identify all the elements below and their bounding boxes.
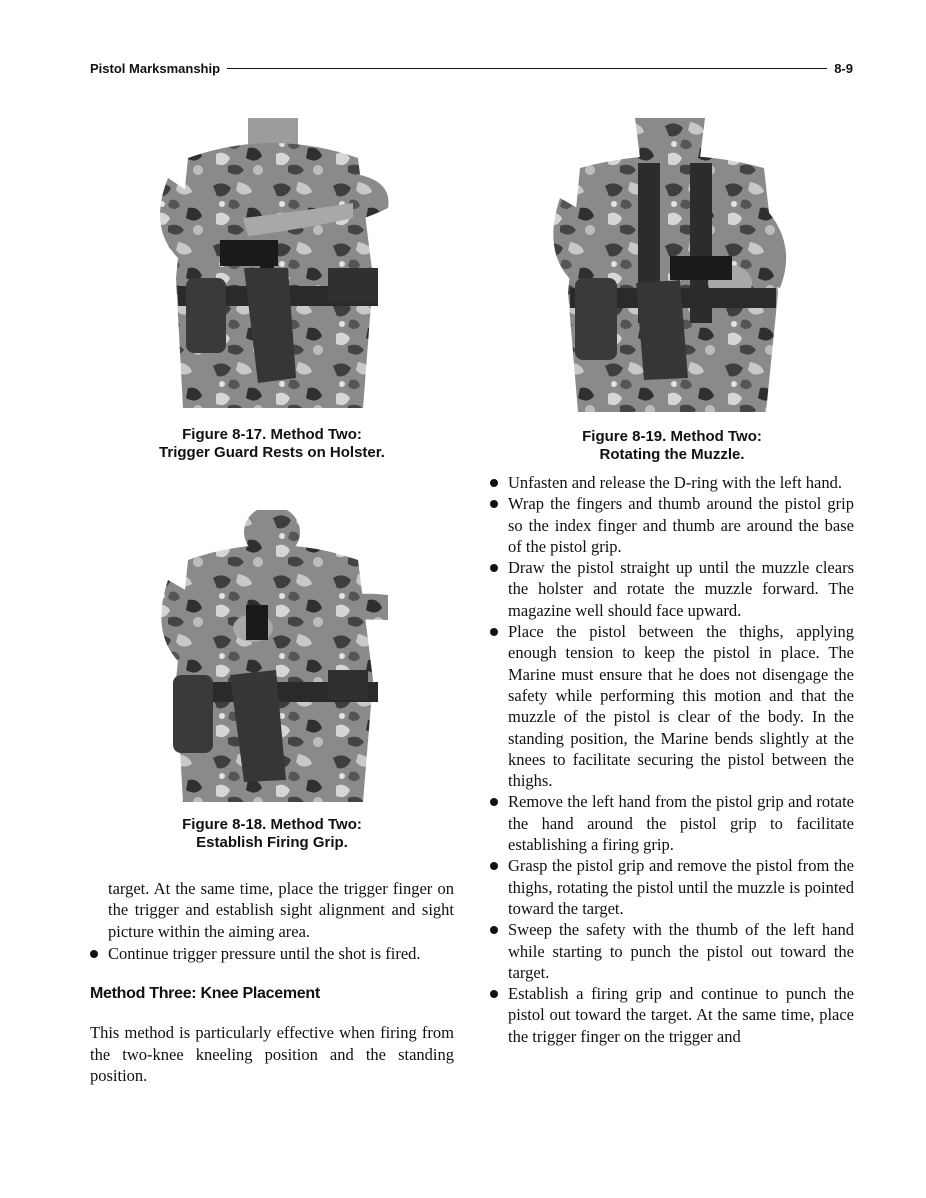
list-item bbox=[490, 557, 854, 621]
bullet-dot bbox=[490, 926, 498, 934]
bullet-text: Place the pistol between the thighs, applying enough tension to keep the pistol in place. The Marine must ensure that he does not disengage the safety while performing this motion and that the muzzle of the pistol is clear of the body. In the standing position, the Marine bends slightly at the knees to facilitate securing the pistol between the thighs. bbox=[508, 622, 854, 791]
section-heading: Method Three: Knee Placement bbox=[90, 985, 320, 1003]
bullet-dot bbox=[490, 628, 498, 636]
figure-8-18-caption-line2: Establish Firing Grip. bbox=[196, 834, 348, 851]
header-rule bbox=[227, 68, 827, 69]
figure-8-19-caption bbox=[510, 428, 834, 464]
bullet-dot bbox=[490, 564, 498, 572]
list-item bbox=[490, 919, 854, 983]
figure-8-17-photo bbox=[148, 118, 396, 408]
figure-8-17-caption bbox=[110, 426, 434, 462]
list-item bbox=[490, 493, 854, 557]
bullet-text: Wrap the fingers and thumb around the pistol grip so the index finger and thumb are around the base of the pistol grip. bbox=[508, 494, 854, 556]
list-item bbox=[490, 791, 854, 855]
continued-paragraph: target. At the same time, place the trigger finger on the trigger and establish sight alignment and sight picture within the aiming area. bbox=[108, 879, 454, 941]
bullet-text: Draw the pistol straight up until the muzzle clears the holster and rotate the muzzle forward. The magazine well should face upward. bbox=[508, 558, 854, 620]
bullet-text: Establish a firing grip and continue to punch the pistol out toward the target. At the same time, place the trigger finger on the trigger and bbox=[508, 984, 854, 1046]
bullet-dot bbox=[490, 479, 498, 487]
bullet-dot bbox=[490, 990, 498, 998]
figure-8-18-caption bbox=[110, 816, 434, 852]
running-header bbox=[90, 58, 853, 78]
figure-8-19-caption-line1: Figure 8-19. Method Two: bbox=[582, 428, 762, 445]
figure-8-19-photo bbox=[540, 118, 804, 412]
bullet-text: Grasp the pistol grip and remove the pistol from the thighs, rotating the pistol until the muzzle is pointed toward the target. bbox=[508, 856, 854, 918]
list-item bbox=[490, 983, 854, 1047]
bullet-dot bbox=[90, 950, 98, 958]
bullet-text: Continue trigger pressure until the shot is fired. bbox=[108, 943, 421, 963]
left-column-text bbox=[90, 878, 454, 1086]
figure-8-17-caption-line1: Figure 8-17. Method Two: bbox=[182, 426, 362, 443]
figure-8-18-photo bbox=[148, 510, 396, 802]
right-column-text bbox=[490, 472, 854, 1047]
bullet-text: Remove the left hand from the pistol grip and rotate the hand around the pistol grip to facilitate establishing a firing grip. bbox=[508, 792, 854, 855]
page-number: 8-9 bbox=[834, 60, 853, 76]
bullet-text: Unfasten and release the D-ring with the left hand. bbox=[508, 473, 843, 492]
figure-8-17-caption-line2: Trigger Guard Rests on Holster. bbox=[159, 444, 385, 461]
list-item bbox=[490, 621, 854, 791]
list-item bbox=[90, 943, 454, 964]
figure-8-19-caption-line2: Rotating the Muzzle. bbox=[599, 446, 745, 463]
left-bullet-list bbox=[90, 943, 454, 964]
bullet-text: Sweep the safety with the thumb of the left hand while starting to punch the pistol out toward the target. bbox=[508, 920, 854, 982]
header-title: Pistol Marksmanship bbox=[90, 60, 221, 76]
list-item bbox=[490, 855, 854, 919]
right-bullet-list bbox=[490, 472, 854, 1047]
bullet-dot bbox=[490, 862, 498, 870]
section-paragraph: This method is particularly effective when firing from the two-knee kneeling position and the standing position. bbox=[90, 1023, 454, 1086]
list-item bbox=[490, 472, 854, 493]
figure-8-18-caption-line1: Figure 8-18. Method Two: bbox=[182, 816, 362, 833]
bullet-dot bbox=[490, 798, 498, 806]
bullet-dot bbox=[490, 500, 498, 508]
